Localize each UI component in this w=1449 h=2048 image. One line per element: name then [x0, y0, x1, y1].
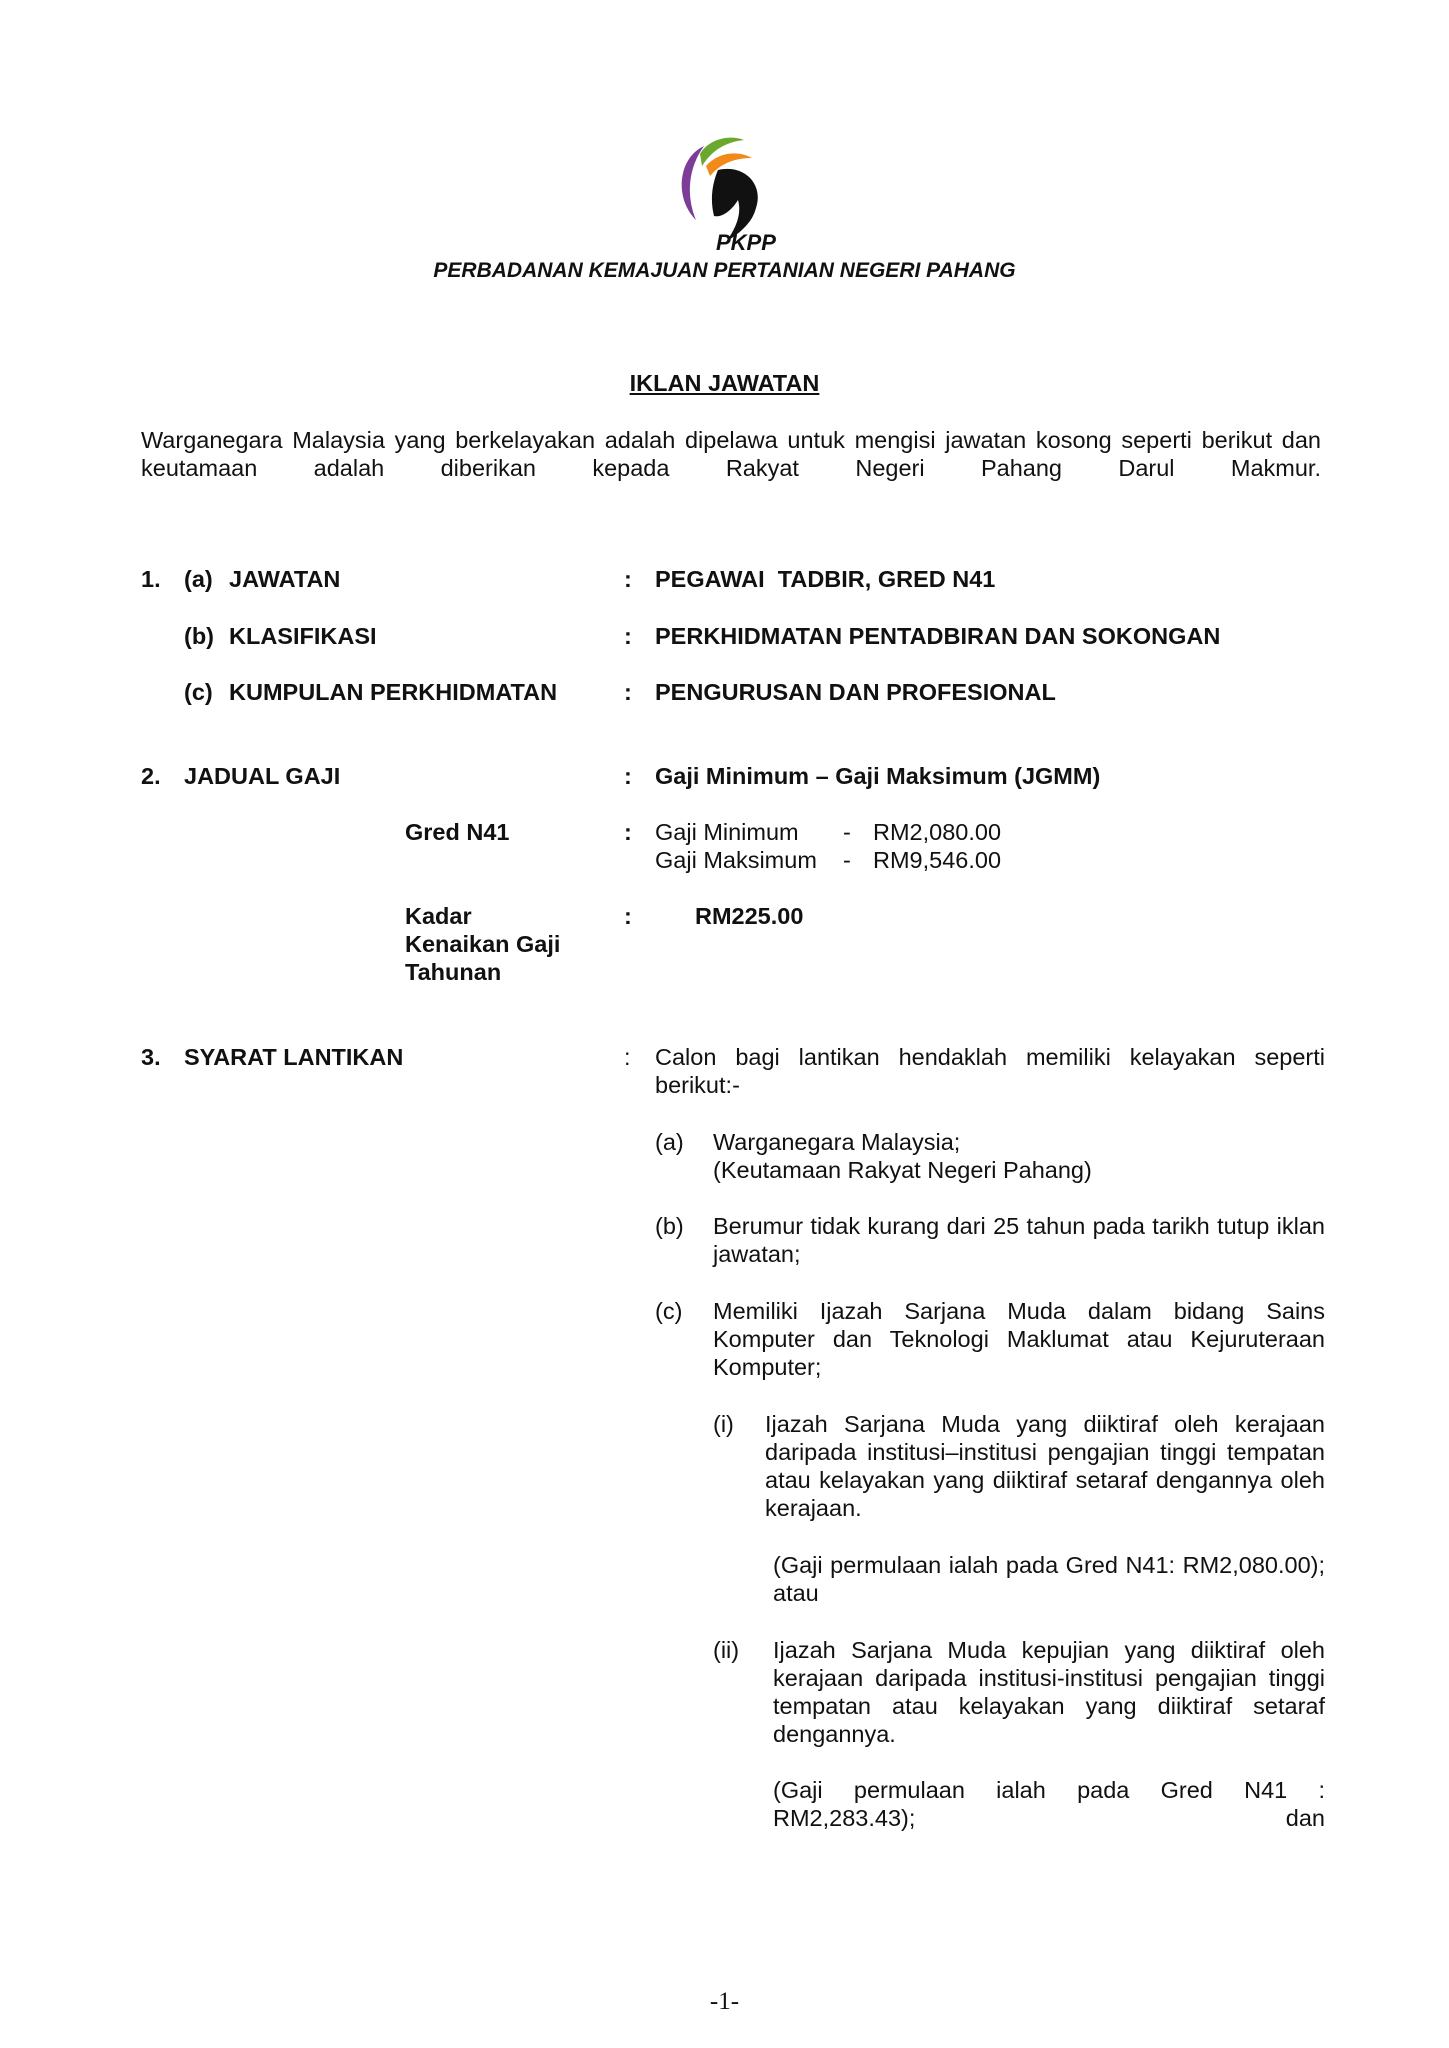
section-1b-value: PERKHIDMATAN PENTADBIRAN DAN SOKONGAN [655, 623, 1221, 649]
section-1c-value: PENGURUSAN DAN PROFESIONAL [655, 679, 1056, 705]
item-b-text: Berumur tidak kurang dari 25 tahun pada tarikh tutup iklan jawatan; [713, 1213, 1325, 1267]
increment-label-line-2: Kenaikan Gaji [405, 931, 561, 957]
item-a-line-2: (Keutamaan Rakyat Negeri Pahang) [713, 1157, 1092, 1183]
increment-label-line-1: Kadar [405, 903, 472, 929]
section-3-number: 3. [141, 1044, 161, 1070]
section-1a-letter: (a) [184, 566, 213, 592]
increment-label-line-3: Tahunan [405, 959, 502, 985]
colon: : [624, 679, 632, 705]
item-b-letter: (b) [655, 1213, 684, 1239]
item-a-letter: (a) [655, 1129, 684, 1155]
section-3-label: SYARAT LANTIKAN [184, 1044, 404, 1070]
item-a-line-1: Warganegara Malaysia; [713, 1129, 961, 1155]
colon: : [624, 623, 632, 649]
sub-item-ii-numeral: (ii) [713, 1637, 740, 1663]
sub-item-i-text: Ijazah Sarjana Muda yang diiktiraf oleh kerajaan daripada institusi–institusi pengajian tinggi tempatan atau kelayakan yang diiktiraf setaraf dengannya oleh kerajaan. [765, 1411, 1325, 1521]
colon: : [624, 819, 632, 845]
min-salary-value: RM2,080.00 [873, 819, 1002, 845]
grade-label: Gred N41 [405, 819, 510, 845]
sub-item-ii-text: Ijazah Sarjana Muda kepujian yang diiktiraf oleh kerajaan daripada institusi-institusi pengajian tinggi tempatan atau kelayakan yang diiktiraf setaraf dengannya. [773, 1637, 1325, 1747]
section-3-intro: Calon bagi lantikan hendaklah memiliki kelayakan seperti berikut:- [655, 1044, 1325, 1098]
section-2-label: JADUAL GAJI [184, 763, 341, 789]
page-title: IKLAN JAWATAN [629, 370, 820, 396]
max-salary-value: RM9,546.00 [873, 847, 1002, 873]
sub-item-i-salary-note: (Gaji permulaan ialah pada Gred N41: RM2,080.00); atau [773, 1552, 1325, 1606]
min-salary-label: Gaji Minimum [655, 819, 799, 845]
dash: - [843, 819, 851, 845]
section-1-number: 1. [141, 566, 161, 592]
section-1b-label: KLASIFIKASI [229, 623, 377, 649]
sub-item-i-numeral: (i) [713, 1411, 734, 1437]
increment-value: RM225.00 [695, 903, 804, 929]
section-2-number: 2. [141, 763, 161, 789]
colon: : [624, 1044, 631, 1070]
item-c-letter: (c) [655, 1298, 683, 1324]
organization-name: PERBADANAN KEMAJUAN PERTANIAN NEGERI PAHANG [433, 259, 1016, 282]
logo-text: PKPP [716, 230, 776, 252]
section-1a-value: PEGAWAI TADBIR, GRED N41 [655, 566, 996, 592]
colon: : [624, 903, 632, 929]
section-1c-label: KUMPULAN PERKHIDMATAN [229, 679, 558, 705]
colon: : [624, 566, 632, 592]
sub-item-ii-salary-note: (Gaji permulaan ialah pada Gred N41 : RM2,283.43); dan [773, 1777, 1325, 1831]
item-c-text: Memiliki Ijazah Sarjana Muda dalam bidang Sains Komputer dan Teknologi Maklumat atau Kejuruteraan Komputer; [713, 1298, 1325, 1380]
max-salary-label: Gaji Maksimum [655, 847, 817, 873]
section-1a-label: JAWATAN [229, 566, 341, 592]
colon: : [624, 763, 632, 789]
pkpp-logo [666, 136, 776, 252]
section-2-value: Gaji Minimum – Gaji Maksimum (JGMM) [655, 763, 1101, 789]
section-1c-letter: (c) [184, 679, 213, 705]
section-1b-letter: (b) [184, 623, 215, 649]
intro-paragraph: Warganegara Malaysia yang berkelayakan adalah dipelawa untuk mengisi jawatan kosong seperti berikut dan keutamaan adalah diberikan kepada Rakyat Negeri Pahang Darul Makmur. [141, 427, 1321, 481]
page-number: -1- [709, 1988, 740, 2015]
dash: - [843, 847, 851, 873]
